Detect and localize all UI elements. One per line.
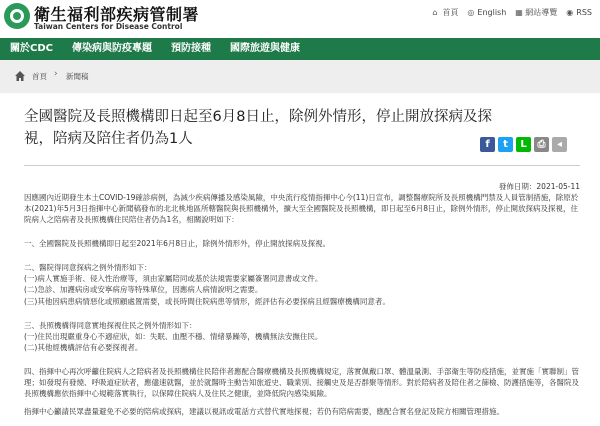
page-title: 全國醫院及長照機構即日起至6月8日止，除例外情形，停止開放探病及探視，陪病及陪住者仍為1人 <box>24 109 492 147</box>
main-nav <box>0 38 600 60</box>
breadcrumb-current[interactable]: 新聞稿 <box>66 72 89 81</box>
home-icon: ⌂ <box>432 7 438 17</box>
site-header <box>0 0 600 38</box>
twitter-icon[interactable]: t <box>498 137 513 152</box>
line-icon[interactable]: L <box>516 137 531 152</box>
sitemap-icon: ▦ <box>515 7 523 17</box>
publish-date: 發佈日期：2021-05-11 <box>498 182 580 191</box>
nav-item-about[interactable]: 關於CDC <box>10 43 53 54</box>
top-link-sitemap[interactable] <box>515 7 557 18</box>
nav-item-diseases[interactable]: 傳染病與防疫專題 <box>71 43 152 54</box>
top-link-english[interactable] <box>467 7 506 18</box>
divider <box>24 165 580 166</box>
facebook-icon[interactable]: f <box>480 137 495 152</box>
print-icon[interactable]: ⎙ <box>534 137 549 152</box>
paragraph-5: 指揮中心籲請民眾盡量避免不必要的陪病或探病，建議以視訊或電話方式替代實地探視；若仍有陪病需要，應配合實名登記及院方相關管理措施。 <box>24 407 504 416</box>
top-link-label: English <box>477 8 507 17</box>
globe-icon: ◎ <box>467 7 475 17</box>
chevron-right-icon: › <box>54 69 58 79</box>
paragraph-4: 四、指揮中心再次呼籲住院病人之陪病者及長照機構住民陪伴者應配合醫療機構及長照機構規定，落實佩戴口罩、體溫量測、手部衛生等防疫措施，並實施「實聯制」管理；如發現有發燒、呼吸道症狀者，應儘速就醫，並於就醫時主動告知旅遊史、職業別、接觸史及是否群聚等情形。對於陪病者及陪住者之篩檢、防護措施等，各醫院及長照機構應依指揮中心規範落實執行，以保障住院病人及住民之健康，並降低院內感染風險。 <box>24 367 579 399</box>
cdc-logo[interactable] <box>4 3 30 29</box>
paragraph-2: 二、醫院得同意探病之例外情形如下： (一)病人實施手術、侵入性治療等，須由家屬陪同或基於法規需要家屬簽署同意書或文件。 (二)急診、加護病房或安寧病房等特殊單位，因應病人病情說明之需要。 (三)其他因病患病情惡化或照顧處置需要，或長時間住院病患等情形，經評估有必要探病且經醫療機構同意者。 <box>24 263 390 306</box>
site-title[interactable]: 衛生福利部疾病管制署 <box>34 5 200 24</box>
home-icon[interactable] <box>14 70 26 82</box>
breadcrumb <box>0 60 600 93</box>
paragraph-3: 三、長照機構得同意實地探視住民之例外情形如下： (一)住民出現嚴重身心不適症狀，如：失眠、血壓不穩、情緒暴躁等，機構無法安撫住民。 (二)其他經機構評估有必要探視者。 <box>24 321 323 353</box>
paragraph-intro: 因應國內近期發生本土COVID-19確診病例，為減少疾病傳播及感染風險，中央流行疫情指揮中心今(11)日宣布，調整醫療院所及長照機構門禁及人員管制措施，除原於本(2021)年5月3日指揮中心新聞稿發布的北北桃地區所轄醫院與長照機構外，擴大至全國醫院及長照機構，即日起至6月8日止，除例外情形，停止開放探病及探視，住院病人之陪病者及長照機構住民陪住者仍為1名，相關說明如下： <box>24 193 579 225</box>
nav-item-travel[interactable]: 國際旅遊與健康 <box>229 43 300 54</box>
site-subtitle: Taiwan Centers for Disease Control <box>34 22 183 31</box>
top-links <box>432 7 592 18</box>
paragraph-1: 一、全國醫院及長照機構即日起至2021年6月8日止，除例外情形外，停止開放探病及探視。 <box>24 239 331 248</box>
breadcrumb-home[interactable]: 首頁 <box>32 72 47 81</box>
back-icon[interactable]: ◂ <box>552 137 567 152</box>
top-link-rss[interactable] <box>566 7 592 18</box>
top-link-label: 網站導覽 <box>525 8 558 17</box>
top-link-label: RSS <box>576 8 592 17</box>
share-bar <box>480 137 567 152</box>
rss-icon: ◉ <box>566 7 574 17</box>
top-link-home[interactable] <box>432 7 458 18</box>
nav-item-vaccination[interactable]: 預防接種 <box>170 43 211 54</box>
top-link-label: 首頁 <box>442 8 459 17</box>
